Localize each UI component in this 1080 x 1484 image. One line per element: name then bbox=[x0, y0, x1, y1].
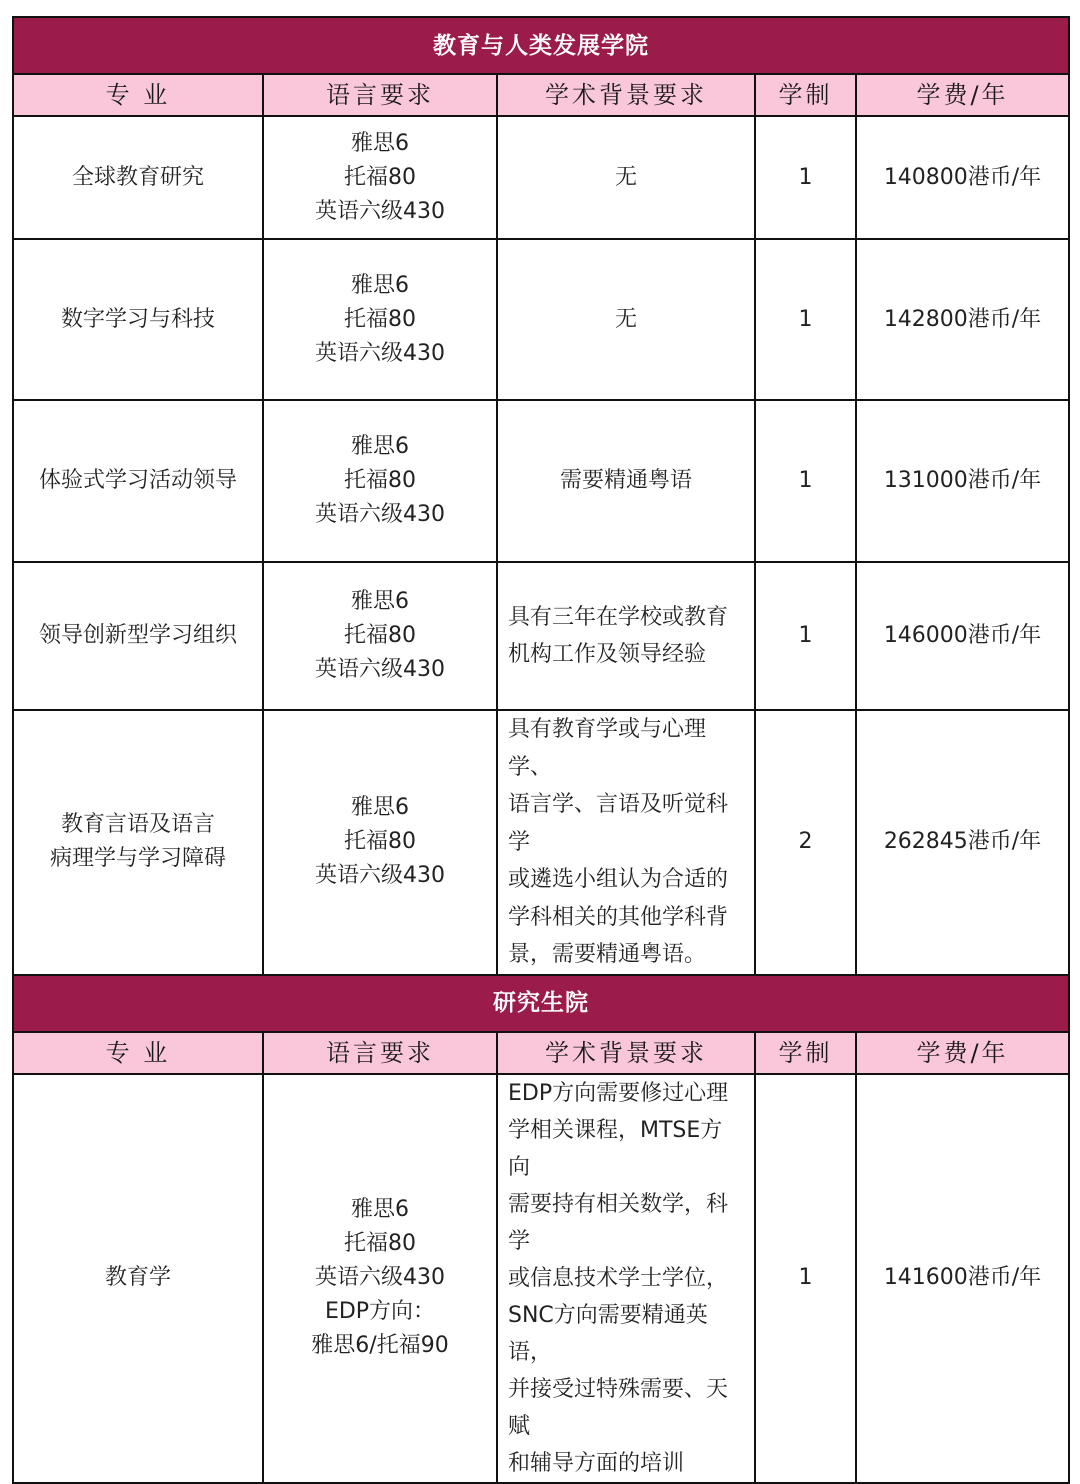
header-background: 学术背景要求 bbox=[497, 74, 755, 116]
tuition-cell: 131000港币/年 bbox=[856, 400, 1069, 562]
tuition-cell: 140800港币/年 bbox=[856, 116, 1069, 239]
program-table bbox=[12, 16, 1070, 1484]
major-cell: 全球教育研究 bbox=[13, 116, 263, 239]
language-cell: 雅思6 托福80 英语六级430 bbox=[263, 710, 497, 975]
background-cell: 具有教育学或与心理学、 语言学、言语及听觉科学 或遴选小组认为合适的 学科相关的其他学科背 景，需要精通粤语。 bbox=[497, 710, 755, 975]
table-row bbox=[13, 1074, 1069, 1483]
tuition-cell: 146000港币/年 bbox=[856, 562, 1069, 710]
background-cell: EDP方向需要修过心理 学相关课程，MTSE方向 需要持有相关数学，科学 或信息技术学士学位， SNC方向需要精通英语， 并接受过特殊需要、天赋 和辅导方面的培训 bbox=[497, 1074, 755, 1483]
language-cell: 雅思6 托福80 英语六级430 bbox=[263, 239, 497, 400]
major-cell: 教育言语及语言 病理学与学习障碍 bbox=[13, 710, 263, 975]
background-cell: 具有三年在学校或教育 机构工作及领导经验 bbox=[497, 562, 755, 710]
duration-cell: 1 bbox=[755, 116, 856, 239]
header-language: 语言要求 bbox=[263, 74, 497, 116]
duration-cell: 1 bbox=[755, 400, 856, 562]
header-tuition: 学费/年 bbox=[856, 1032, 1069, 1074]
tuition-cell: 141600港币/年 bbox=[856, 1074, 1069, 1483]
duration-cell: 1 bbox=[755, 239, 856, 400]
language-cell: 雅思6 托福80 英语六级430 EDP方向： 雅思6/托福90 bbox=[263, 1074, 497, 1483]
column-header-row bbox=[13, 74, 1069, 116]
duration-cell: 1 bbox=[755, 1074, 856, 1483]
language-cell: 雅思6 托福80 英语六级430 bbox=[263, 116, 497, 239]
major-cell: 教育学 bbox=[13, 1074, 263, 1483]
table-row bbox=[13, 116, 1069, 239]
header-duration: 学制 bbox=[755, 74, 856, 116]
section-title: 研究生院 bbox=[13, 975, 1069, 1032]
header-background: 学术背景要求 bbox=[497, 1032, 755, 1074]
language-cell: 雅思6 托福80 英语六级430 bbox=[263, 562, 497, 710]
major-cell: 体验式学习活动领导 bbox=[13, 400, 263, 562]
tuition-cell: 142800港币/年 bbox=[856, 239, 1069, 400]
background-cell: 无 bbox=[497, 116, 755, 239]
duration-cell: 1 bbox=[755, 562, 856, 710]
major-cell: 领导创新型学习组织 bbox=[13, 562, 263, 710]
table-row bbox=[13, 239, 1069, 400]
table-row bbox=[13, 710, 1069, 975]
section-title: 教育与人类发展学院 bbox=[13, 17, 1069, 74]
language-cell: 雅思6 托福80 英语六级430 bbox=[263, 400, 497, 562]
header-major: 专 业 bbox=[13, 74, 263, 116]
table-row bbox=[13, 562, 1069, 710]
column-header-row bbox=[13, 1032, 1069, 1074]
header-language: 语言要求 bbox=[263, 1032, 497, 1074]
section-header-row bbox=[13, 975, 1069, 1032]
section-header-row bbox=[13, 17, 1069, 74]
background-cell: 需要精通粤语 bbox=[497, 400, 755, 562]
duration-cell: 2 bbox=[755, 710, 856, 975]
major-cell: 数字学习与科技 bbox=[13, 239, 263, 400]
header-tuition: 学费/年 bbox=[856, 74, 1069, 116]
tuition-cell: 262845港币/年 bbox=[856, 710, 1069, 975]
header-major: 专 业 bbox=[13, 1032, 263, 1074]
background-cell: 无 bbox=[497, 239, 755, 400]
header-duration: 学制 bbox=[755, 1032, 856, 1074]
table-row bbox=[13, 400, 1069, 562]
